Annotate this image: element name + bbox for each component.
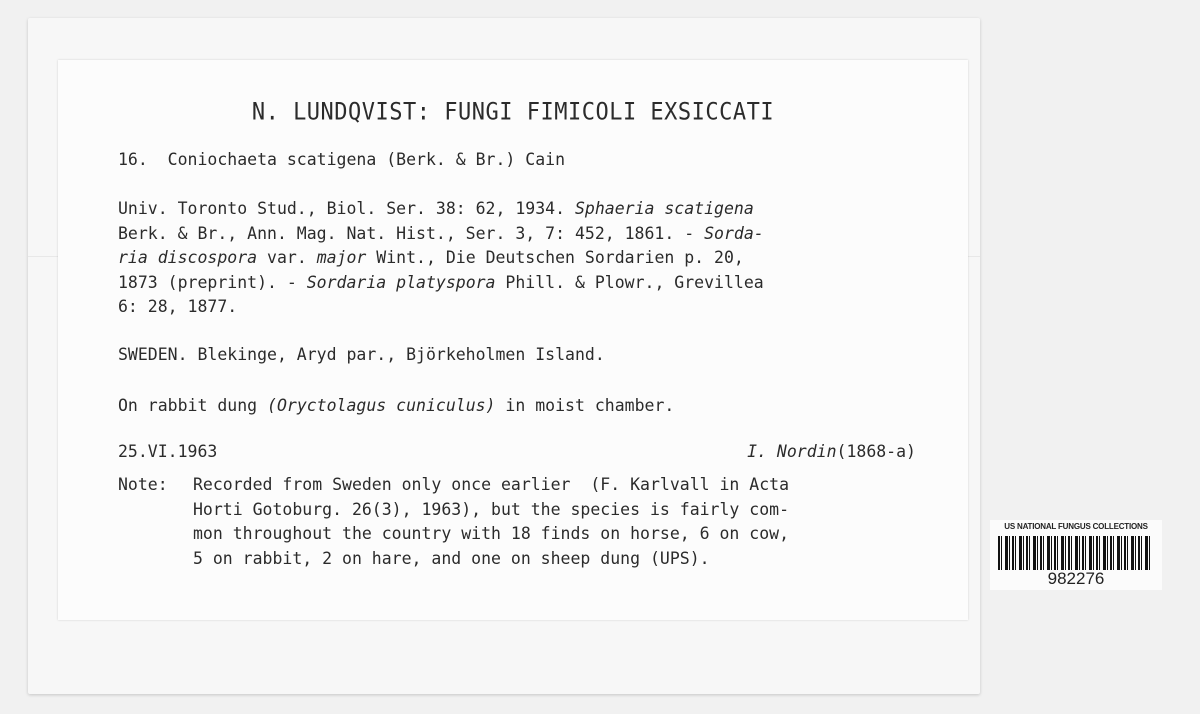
ref-text: Phill. & Plowr., Grevillea [495, 272, 764, 292]
ref-italic: Sordaria platyspora [306, 272, 496, 292]
ref-text: Berk. & Br., Ann. Mag. Nat. Hist., Ser. 3, 7: 452, 1861. - [118, 223, 705, 243]
collector-name: I. Nordin [747, 442, 837, 461]
species-line: 16. Coniochaeta scatigena (Berk. & Br.) Cain [118, 150, 566, 169]
note-line: Recorded from Sweden only once earlier (F. Karlvall in Acta [193, 475, 790, 494]
ref-italic: major [316, 248, 367, 267]
note-label: Note: [118, 475, 168, 494]
ref-italic: Sorda- [704, 223, 764, 243]
collection-date: 25.VI.1963 [118, 442, 218, 461]
label-title: N. LUNDQVIST: FUNGI FIMICOLI EXSICCATI [251, 98, 775, 127]
references-block [118, 197, 764, 320]
host-name: (Oryctolagus cuniculus) [267, 396, 496, 415]
specimen-label [58, 60, 968, 620]
collector-number: (1868-a) [836, 442, 916, 461]
ref-text: 6: 28, 1877. [118, 297, 238, 316]
note-body [193, 473, 789, 571]
ref-text: Univ. Toronto Stud., Biol. Ser. 38: 62, 1934. [118, 199, 575, 218]
barcode-header: US NATIONAL FUNGUS COLLECTIONS [1004, 522, 1148, 531]
locality-line: SWEDEN. Blekinge, Aryd par., Björkeholmen Island. [118, 345, 605, 364]
ref-italic: Sphaeria scatigena [574, 199, 754, 218]
note-line: mon throughout the country with 18 finds on horse, 6 on cow, [193, 524, 790, 543]
barcode-label [990, 520, 1162, 590]
barcode-bars [998, 536, 1152, 570]
ref-text: var. [257, 248, 317, 267]
ref-text: Wint., Die Deutschen Sordarien p. 20, [366, 248, 744, 267]
note-line: Horti Gotoburg. 26(3), 1963), but the species is fairly com- [193, 499, 790, 519]
habitat-text: in moist chamber. [495, 396, 675, 415]
habitat-line [118, 394, 674, 419]
barcode-number: 982276 [1047, 569, 1105, 588]
habitat-text: On rabbit dung [118, 396, 268, 415]
collector [747, 440, 916, 465]
ref-text: 1873 (preprint). - [118, 272, 307, 292]
note-line: 5 on rabbit, 2 on hare, and one on sheep dung (UPS). [193, 548, 710, 568]
ref-italic: ria discospora [118, 248, 258, 267]
